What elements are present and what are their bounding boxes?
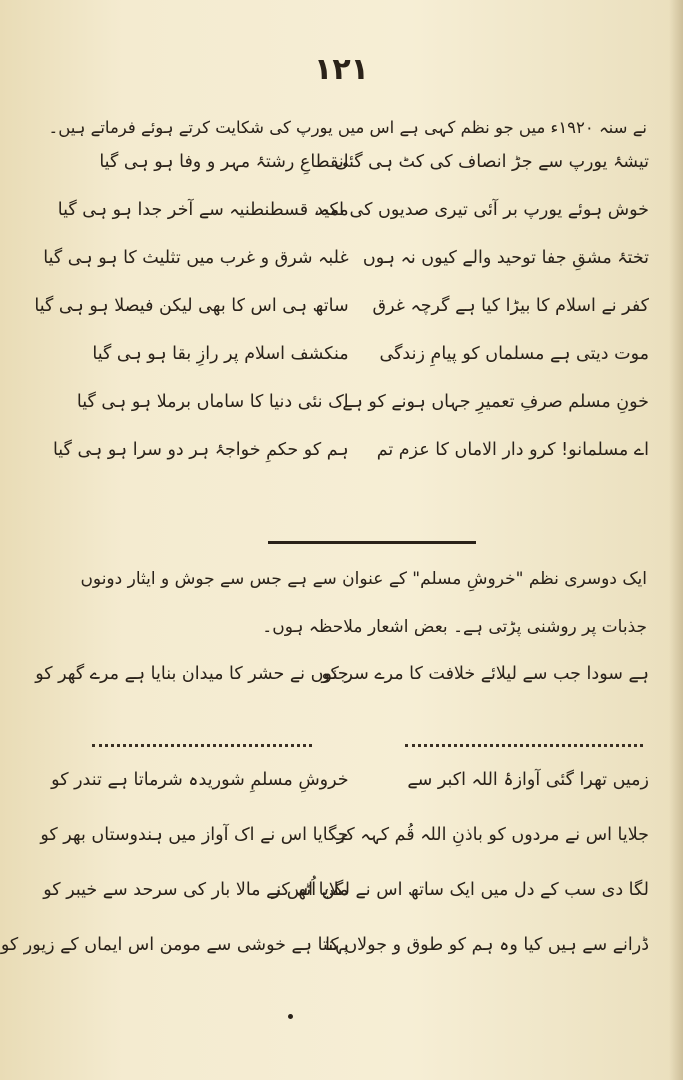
- dotted-separator: [92, 738, 312, 747]
- couplet-second-line: ملایا اس نے مالا بار کی سرحد سے خیبر کو: [43, 880, 349, 900]
- couplet: [0, 935, 649, 990]
- couplet-second-line: جنوں نے حشر کا میدان بنایا ہے مرے گھر کو: [35, 664, 349, 684]
- paragraph-line-1: ایک دوسری نظم "خروشِ مسلم" کے عنوان سے ہے جس سے جوش و ایثار دونوں: [80, 569, 647, 589]
- couplet-second-line: خروشِ مسلمِ شوریدہ شرماتا ہے تندر کو: [51, 770, 349, 790]
- couplet-second-line: ساتھ ہی اس کا بھی لیکن فیصلا ہو ہی گیا: [34, 296, 349, 316]
- couplet-second-line: مکہ، قسطنطنیہ سے آخر جدا ہو ہی گیا: [57, 200, 349, 220]
- couplet: [57, 200, 649, 248]
- couplet: [60, 344, 649, 392]
- couplet-first-line: ڈرانے سے ہیں کیا وہ ہم کو طوق و جولاں کا: [325, 935, 649, 955]
- couplet: [51, 770, 649, 825]
- poem-section-2: [35, 664, 649, 704]
- couplet-first-line: خونِ مسلم صرفِ تعمیرِ جہاں ہونے کو ہے: [342, 392, 649, 412]
- couplet-first-line: تختۂ مشقِ جفا توحید والے کیوں نہ ہوں: [362, 248, 649, 268]
- couplet-first-line: کفر نے اسلام کا بیڑا کیا ہے گرچہ غرق: [372, 296, 649, 316]
- couplet: [52, 440, 649, 488]
- couplet-second-line: اک نئی دنیا کا ساماں برملا ہو ہی گیا: [76, 392, 349, 412]
- couplet: [43, 248, 649, 296]
- couplet-first-line: خوش ہوئے یورپ بر آئی تیری صدیوں کی امید: [315, 200, 649, 220]
- couplet: [35, 664, 649, 704]
- intro-line: نے سنہ ۱۹۲۰ء میں جو نظم کہی ہے اس میں یورپ کی شکایت کرتے ہوئے فرماتے ہیں۔: [48, 118, 647, 137]
- couplet-second-line: ہم کو حکمِ خواجۂ ہر دو سرا ہو ہی گیا: [52, 440, 349, 460]
- section-divider: [268, 541, 476, 544]
- couplet-first-line: ہے سودا جب سے لیلائے خلافت کا مرے سر کو: [321, 664, 649, 684]
- couplet: [34, 296, 649, 344]
- couplet: [60, 152, 649, 200]
- couplet-first-line: زمیں تھرا گئی آوازۂ اللہ اکبر سے: [407, 770, 649, 790]
- couplet: [60, 392, 649, 440]
- couplet: [40, 825, 649, 880]
- poem-section-3: [0, 770, 649, 990]
- page-number: ۱۲۱: [314, 52, 369, 87]
- couplet-first-line: جلایا اس نے مردوں کو باذنِ اللہ قُم کہہ کر: [336, 825, 649, 845]
- couplet-first-line: اے مسلمانو! کرو دار الاماں کا عزم تم: [376, 440, 649, 460]
- couplet-second-line: منکشف اسلام پر رازِ بقا ہو ہی گیا: [92, 344, 349, 364]
- couplet-second-line: غلبہ شرق و غرب میں تثلیث کا ہو ہی گیا: [43, 248, 349, 268]
- page-fold-shadow: [669, 0, 683, 1080]
- paragraph-line-2: جذبات پر روشنی پڑتی ہے۔ بعض اشعار ملاحظہ ہوں۔: [262, 617, 647, 637]
- couplet-second-line: انقطاعِ رشتۂ مہر و وفا ہو ہی گیا: [99, 152, 349, 172]
- couplet-first-line: موت دیتی ہے مسلماں کو پیامِ زندگی: [379, 344, 649, 364]
- couplet-second-line: جگایا اس نے اک آواز میں ہندوستاں بھر کو: [40, 825, 349, 845]
- couplet: [43, 880, 649, 935]
- couplet-second-line: پہنتا ہے خوشی سے مومن اس ایماں کے زیور کو: [0, 935, 349, 955]
- couplet-first-line: لگا دی سب کے دل میں ایک ساتھ اس نے لگن اُٹھ کر: [271, 880, 649, 900]
- couplet-first-line: تیشۂ یورپ سے جڑ انصاف کی کٹ ہی گئی: [334, 152, 649, 172]
- end-mark: [288, 1014, 293, 1019]
- dotted-separator: [405, 738, 643, 747]
- poem-section-1: [34, 152, 649, 488]
